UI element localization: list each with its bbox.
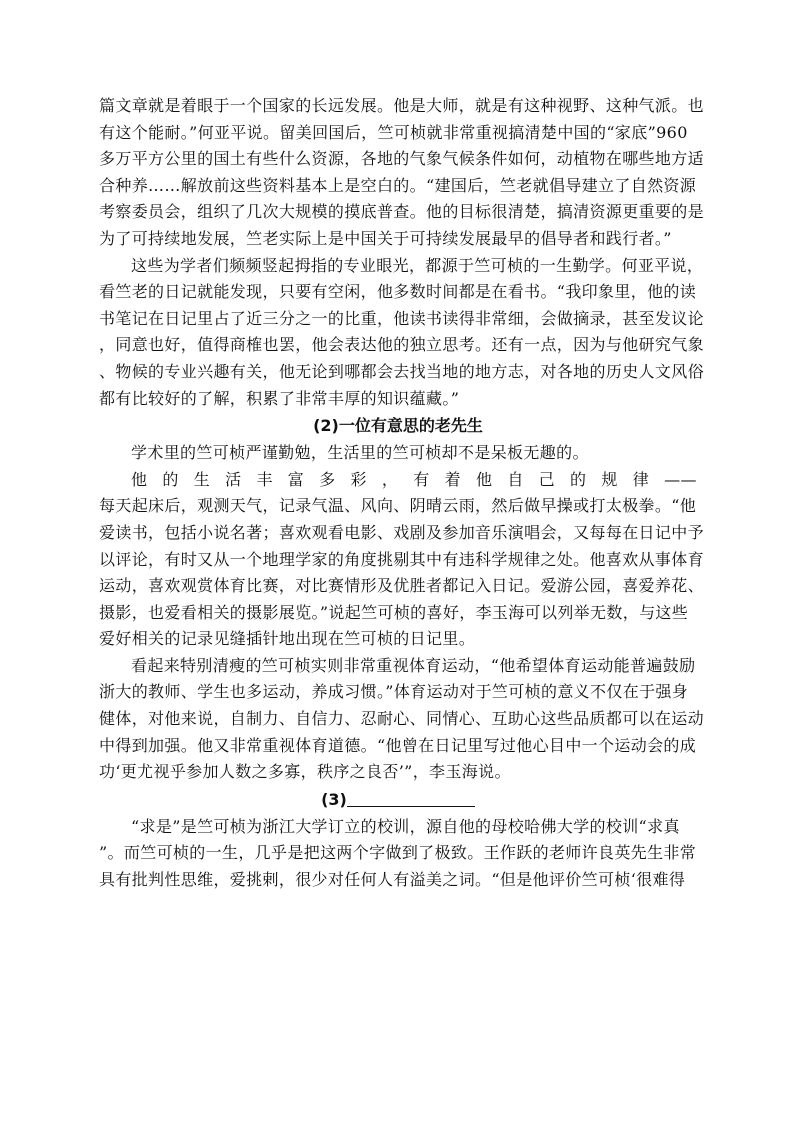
text-line: 书笔记在日记里占了近三分之一的比重，他读书读得非常细，会做摘录，甚至发议论	[99, 308, 704, 328]
text-line: ，同意也好，值得商榷也罢，他会表达他的独立思考。还有一点，因为与他研究气象	[99, 335, 704, 355]
text-line: 中得到加强。他又非常重视体育道德。“他曾在日记里写过他心目中一个运动会的成	[99, 735, 697, 755]
text-line: 每天起床后，观测天气，记录气温、风向、阴晴云雨，然后做早操或打太极拳。“他	[99, 496, 697, 516]
char: 规	[601, 469, 618, 489]
char: 的	[162, 469, 179, 489]
text-line: ”。而竺可桢的一生，几乎是把这两个字做到了极致。王作跃的老师许良英先生非常	[99, 843, 697, 863]
char: ——	[664, 469, 697, 489]
char: 的	[570, 469, 587, 489]
char: 多	[319, 469, 336, 489]
text-line: 摄影，也爱看相关的摄影展览。”说起竺可桢的喜好，李玉海可以列举无数，与这些	[99, 602, 689, 622]
char: 他	[475, 469, 493, 489]
text-line: 学术里的竺可桢严谨勤勉，生活里的竺可桢却不是呆板无趣的。	[131, 443, 589, 463]
char: 彩	[350, 469, 367, 489]
paragraph-5	[99, 653, 704, 786]
paragraph-4	[99, 467, 704, 653]
answer-blank	[347, 788, 475, 807]
text-line: 多万平方公里的国土有些什么资源，各地的气象气候条件如何，动植物在哪些地方适	[99, 149, 704, 169]
text-line: 篇文章就是着眼于一个国家的长远发展。他是大师，就是有这种视野、这种气派。也	[99, 96, 704, 115]
char: 己	[538, 469, 556, 489]
text-line: 功‘更尤视乎参加人数之多寡，秩序之良否’”，李玉海说。	[99, 762, 511, 782]
text-line: 有这个能耐。”何亚平说。留美回国后，竺可桢就非常重视搞清楚中国的“家底”960	[99, 122, 688, 142]
paragraph-2	[99, 253, 704, 413]
char: 律	[632, 469, 650, 489]
char: 有	[413, 469, 430, 489]
text-line: 为了可持续地发展，竺老实际上是中国关于可持续发展最早的倡导者和践行者。”	[99, 228, 672, 248]
text-line: 这些为学者们频频竖起拇指的专业眼光，都源于竺可桢的一生勤学。何亚平说，	[131, 255, 704, 275]
paragraph-1	[99, 93, 704, 253]
text-line: 、物候的专业兴趣有关，他无论到哪都会去找当地的地方志，对各地的历史人文风俗	[99, 361, 704, 381]
text-line: 爱读书，包括小说名著；喜欢观看电影、戏剧及参加音乐演唱会，又每每在日记中予	[99, 522, 704, 542]
char: 着	[444, 469, 461, 489]
char: 自	[507, 469, 524, 489]
char: 他	[131, 469, 148, 489]
char: 丰	[256, 469, 273, 489]
text-line: 具有批判性思维，爱挑剌，很少对任何人有溢美之词。“但是他评价竺可桢‘很难得	[99, 870, 686, 890]
char: ，	[381, 469, 399, 489]
text-line: 看竺老的日记就能发现，只要有空闲，他多数时间都是在看书。“我印象里，他的读	[99, 282, 697, 302]
text-line: “求是”是竺可桢为浙江大学订立的校训，源自他的母校哈佛大学的校训“求真	[131, 816, 680, 836]
section-number: (3)	[321, 789, 347, 809]
text-line: 浙大的教师、学生也多运动，养成习惯。”体育运动对于竺可桢的意义不仅在于强身	[99, 682, 689, 702]
paragraph-3	[99, 440, 697, 467]
text-line: 健体，对他来说，自制力、自信力、忍耐心、同情心、互助心这些品质都可以在运动	[99, 709, 704, 729]
text-line: 都有比较好的了解，积累了非常丰厚的知识蕴藏。”	[99, 388, 460, 408]
text-line: 看起来特别清瘦的竺可桢实则非常重视体育运动，“他希望体育运动能普遍鼓励	[131, 655, 696, 675]
text-line: 爱好相关的记录见缝插针地出现在竺可桢的日记里。	[99, 629, 476, 649]
text-line: 以评论，有时又从一个地理学家的角度挑剔其中有违科学规律之处。他喜欢从事体育	[99, 549, 704, 569]
paragraph-6	[99, 814, 697, 894]
section-heading-2: (2)一位有意思的老先生	[313, 416, 483, 436]
char: 活	[225, 469, 242, 489]
text-line: 合种养……解放前这些资料基本上是空白的。“建国后，竺老就倡导建立了自然资源	[99, 175, 697, 195]
text-line: 考察委员会，组织了几次大规模的摸底普查。他的目标很清楚，搞清资源更重要的是	[99, 202, 704, 222]
char: 富	[287, 469, 305, 489]
text-line: 运动，喜欢观赏体育比赛，对比赛情形及优胜者都记入日记。爱游公园，喜爱养花、	[99, 576, 704, 596]
section-heading-3	[99, 786, 697, 814]
document-page	[99, 93, 704, 894]
char: 生	[193, 469, 211, 489]
spread-text-line	[99, 467, 697, 494]
